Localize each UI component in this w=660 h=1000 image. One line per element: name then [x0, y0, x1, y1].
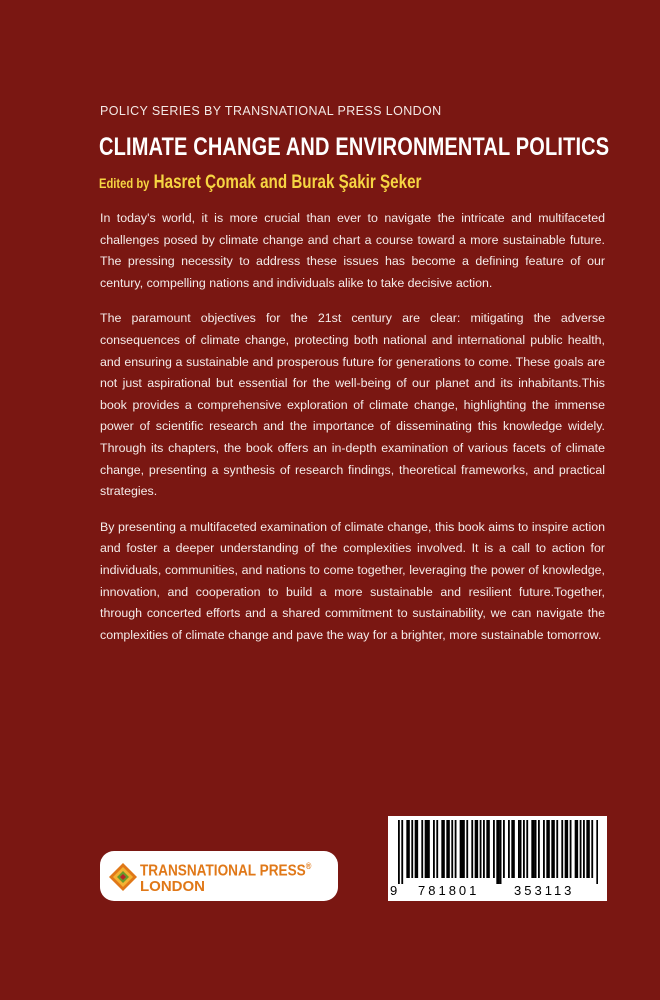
barcode-bars [398, 820, 598, 884]
blurb-paragraph-3: By presenting a multifaceted examination of climate change, this book aims to inspire action and foster a deeper understanding of the complexities involved. It is a call to action for individuals, communities, and nations to come together, leveraging the power of knowledge, innovation, and cooperation to build a more sustainable and resilient future.Together, through concerted efforts and a shared commitment to sustainability, we can navigate the complexities of climate change and pave the way for a brighter, more sustainable tomorrow. [100, 519, 605, 642]
series-line: POLICY SERIES BY TRANSNATIONAL PRESS LONDON [100, 104, 442, 118]
barcode [388, 816, 607, 901]
editors-prefix: Edited by [99, 175, 150, 191]
editors-line [99, 172, 421, 194]
blurb-paragraph-2: The paramount objectives for the 21st century are clear: mitigating the adverse consequences of climate change, protecting both national and international public health, and ensuring a sustainable and prosperous future for generations to come. These goals are not just aspirational but essential for the well-being of our planet and its inhabitants.This book provides a comprehensive exploration of climate change, highlighting the immense power of scientific research and the importance of disseminating this knowledge widely. Through its chapters, the book offers an in-depth examination of various facets of climate change, presenting a synthesis of research findings, theoretical frameworks, and practical strategies. [100, 311, 605, 499]
editors-names: Hasret Çomak and Burak Şakir Şeker [153, 172, 422, 193]
isbn-group-1: 781801 [418, 883, 480, 898]
publisher-logo-icon [108, 862, 138, 892]
publisher-logo [100, 851, 338, 901]
publisher-city: LONDON [140, 878, 205, 895]
isbn-group-2: 353113 [514, 883, 575, 898]
blurb [100, 208, 605, 660]
blurb-paragraph-1: In today's world, it is more crucial than ever to navigate the intricate and multifaceted challenges posed by climate change and chart a course toward a more sustainable future. The pressing necessity to address these issues has become a defining feature of our century, compelling nations and individuals alike to take decisive action. [100, 211, 605, 290]
isbn-prefix: 9 [390, 883, 398, 898]
book-title: CLIMATE CHANGE AND ENVIRONMENTAL POLITICS [99, 133, 610, 161]
publisher-name: TRANSNATIONAL PRESS® [140, 861, 312, 880]
